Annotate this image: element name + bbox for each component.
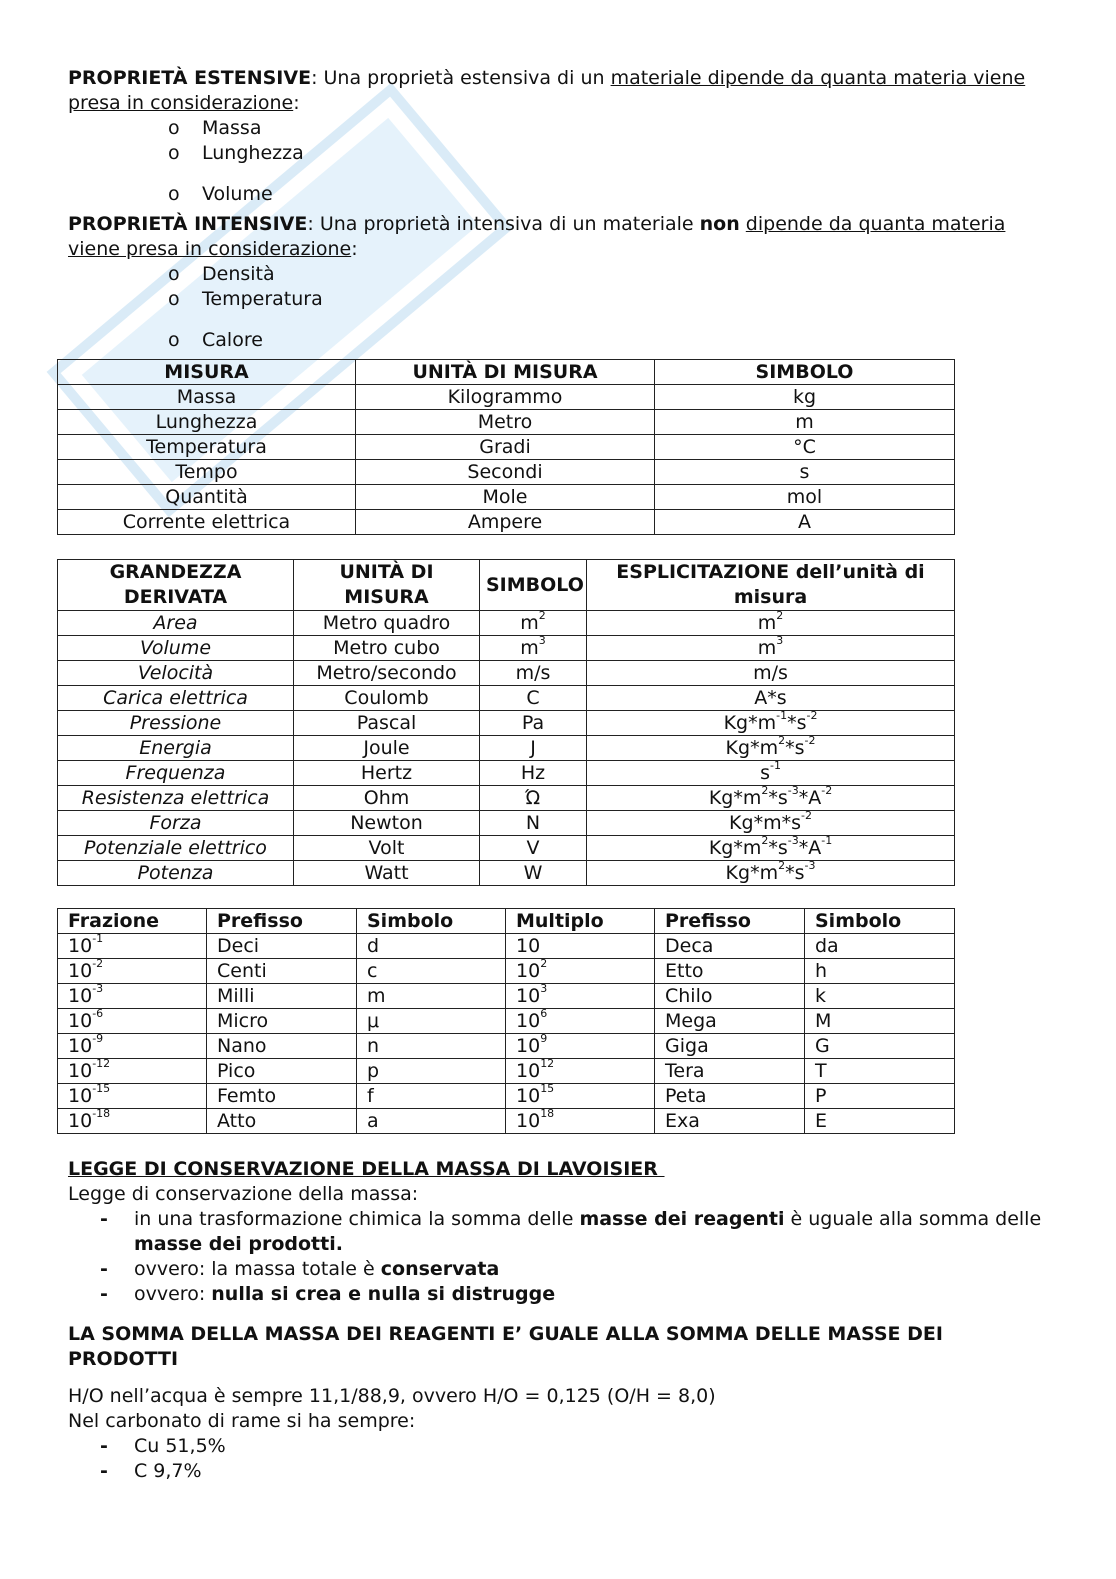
table-row [58, 435, 955, 460]
table-cell: $m^3$ [480, 636, 587, 661]
table-cell: Joule [294, 736, 480, 761]
table-cell: $Kg*m^2*s^{-3}*A^{-1}$ [587, 836, 955, 861]
bullet-o-icon: o [168, 117, 180, 139]
table-row [58, 1059, 955, 1084]
table-cell: $10^{-9}$ [58, 1034, 207, 1059]
table-row [58, 661, 955, 686]
table-row [58, 1009, 955, 1034]
table-cell: $s^{-1}$ [587, 761, 955, 786]
table-cell: Mega [655, 1009, 805, 1034]
table-cell: Potenziale elettrico [58, 836, 294, 861]
table-cell: Quantità [58, 485, 356, 510]
table-cell: Coulomb [294, 686, 480, 711]
table-cell: $m^2$ [587, 611, 955, 636]
table-cell: $Kg*m^2*s^{-2}$ [587, 736, 955, 761]
table-cell: $10^2$ [506, 959, 655, 984]
lavoisier-list [68, 1207, 1058, 1307]
bullet-o-icon: o [168, 329, 180, 351]
table-row [58, 611, 955, 636]
table-cell: P [805, 1084, 955, 1109]
table-cell: Gradi [356, 435, 655, 460]
table-cell: 10 [506, 934, 655, 959]
table-cell: $10^{-15}$ [58, 1084, 207, 1109]
table-cell: n [357, 1034, 506, 1059]
table-cell: Ampere [356, 510, 655, 535]
table-cell: c [357, 959, 506, 984]
table-cell: Pico [207, 1059, 357, 1084]
table-row [58, 1084, 955, 1109]
table-cell: $10^{18}$ [506, 1109, 655, 1134]
intensive-non: non [699, 213, 740, 235]
table-cell: Tera [655, 1059, 805, 1084]
table-cell: m/s [480, 661, 587, 686]
list-item: o Temperatura [168, 288, 323, 310]
table-cell: J [480, 736, 587, 761]
table-cell: Deci [207, 934, 357, 959]
table-row [58, 811, 955, 836]
table-cell: Femto [207, 1084, 357, 1109]
table-row [58, 736, 955, 761]
table-row [58, 786, 955, 811]
table-cell: Metro quadro [294, 611, 480, 636]
table-cell: Peta [655, 1084, 805, 1109]
table-cell: °C [655, 435, 955, 460]
table-cell: Secondi [356, 460, 655, 485]
intensive-section [68, 212, 1058, 353]
table-cell: Volt [294, 836, 480, 861]
somma-line1: H/O nell’acqua è sempre 11,1/88,9, ovvero H/O = 0,125 (O/H = 8,0) [68, 1385, 716, 1407]
somma-line2: Nel carbonato di rame si ha sempre: [68, 1410, 416, 1432]
table-row [58, 934, 955, 959]
table-row [58, 410, 955, 435]
table-row [58, 761, 955, 786]
table-cell: Potenza [58, 861, 294, 886]
table-cell: G [805, 1034, 955, 1059]
table-cell: Centi [207, 959, 357, 984]
table-cell: $10^{-2}$ [58, 959, 207, 984]
table-row [58, 510, 955, 535]
dash-icon: - [100, 1208, 108, 1230]
table-cell: d [357, 934, 506, 959]
table-cell: Corrente elettrica [58, 510, 356, 535]
list-item: o Calore [168, 329, 263, 351]
prefix-table-body [58, 934, 955, 1134]
somma-list [68, 1434, 1028, 1484]
table-cell: Ohm [294, 786, 480, 811]
table-row [58, 1109, 955, 1134]
table-row [58, 686, 955, 711]
table-cell: kg [655, 385, 955, 410]
estensive-definition: materiale dipende da quanta materia viene presa in considerazione [68, 67, 1026, 114]
table-header-row: MISURA UNITÀ DI MISURA SIMBOLO [58, 360, 955, 385]
estensive-text: : Una proprietà estensiva di un [311, 67, 611, 89]
table-row [58, 984, 955, 1009]
table-cell: Pascal [294, 711, 480, 736]
table-cell: A [655, 510, 955, 535]
estensive-list [68, 116, 1058, 207]
table-cell: Tempo [58, 460, 356, 485]
table-cell: $10^{15}$ [506, 1084, 655, 1109]
table-cell: Temperatura [58, 435, 356, 460]
list-item: o Volume [168, 183, 273, 205]
bullet-o-icon: o [168, 183, 180, 205]
table-cell: Chilo [655, 984, 805, 1009]
intensive-definition: dipende da quanta materia viene presa in considerazione [68, 213, 1006, 260]
table-cell: Milli [207, 984, 357, 1009]
table-cell: $Kg*m^{-1}*s^{-2}$ [587, 711, 955, 736]
table-cell: m/s [587, 661, 955, 686]
units-table [57, 359, 955, 535]
table-cell: Newton [294, 811, 480, 836]
table-cell: C [480, 686, 587, 711]
lavoisier-section [68, 1157, 1058, 1307]
estensive-end: : [293, 92, 300, 114]
table-row [58, 836, 955, 861]
list-item: - C 9,7% [100, 1460, 202, 1482]
intensive-paragraph: PROPRIETÀ INTENSIVE: Una proprietà intensiva di un materiale non dipende da quanta materia viene presa in considerazione: [68, 213, 1006, 260]
list-item: o Lunghezza [168, 142, 304, 164]
table-cell: E [805, 1109, 955, 1134]
table-cell: Metro [356, 410, 655, 435]
table-cell: Pressione [58, 711, 294, 736]
list-item: o Massa [168, 117, 262, 139]
somma-heading: LA SOMMA DELLA MASSA DEI REAGENTI E’ GUALE ALLA SOMMA DELLE MASSE DEI PRODOTTI [68, 1323, 943, 1370]
table-cell: Metro cubo [294, 636, 480, 661]
estensive-paragraph [68, 66, 1058, 116]
table-cell: Resistenza elettrica [58, 786, 294, 811]
table-cell: Velocità [58, 661, 294, 686]
dash-icon: - [100, 1460, 108, 1482]
table-cell: μ [357, 1009, 506, 1034]
table-cell: A*s [587, 686, 955, 711]
table-cell: $m^3$ [587, 636, 955, 661]
bullet-o-icon: o [168, 142, 180, 164]
table-row [58, 385, 955, 410]
table-cell: p [357, 1059, 506, 1084]
table-cell: Massa [58, 385, 356, 410]
table-cell: a [357, 1109, 506, 1134]
prefix-table [57, 908, 955, 1134]
list-item: - Cu 51,5% [100, 1435, 226, 1457]
table-cell: Exa [655, 1109, 805, 1134]
table-cell: Nano [207, 1034, 357, 1059]
table-row [58, 460, 955, 485]
table-row [58, 711, 955, 736]
table-header-row: GRANDEZZA DERIVATA UNITÀ DI MISURA SIMBOLO ESPLICITAZIONE dell’unità di misura [58, 560, 955, 611]
intensive-list [68, 262, 1058, 353]
table-row [58, 636, 955, 661]
list-item: - in una trasformazione chimica la somma delle masse dei reagenti è uguale alla somma delle masse dei prodotti. [100, 1208, 1042, 1255]
table-cell: Metro/secondo [294, 661, 480, 686]
table-cell: $10^9$ [506, 1034, 655, 1059]
estensive-section [68, 66, 1058, 207]
list-item: - ovvero: la massa totale è conservata [100, 1258, 500, 1280]
units-table-body [58, 385, 955, 535]
list-item: o Densità [168, 263, 275, 285]
table-cell: m [357, 984, 506, 1009]
table-cell: da [805, 934, 955, 959]
table-cell: M [805, 1009, 955, 1034]
derived-table [57, 559, 955, 886]
table-cell: s [655, 460, 955, 485]
table-cell: Kilogrammo [356, 385, 655, 410]
table-cell: Volume [58, 636, 294, 661]
lavoisier-heading: LEGGE DI CONSERVAZIONE DELLA MASSA DI LAVOISIER [68, 1158, 665, 1180]
table-cell: $10^{-18}$ [58, 1109, 207, 1134]
table-cell: mol [655, 485, 955, 510]
table-cell: m [655, 410, 955, 435]
table-cell: Giga [655, 1034, 805, 1059]
table-cell: Forza [58, 811, 294, 836]
table-cell: Atto [207, 1109, 357, 1134]
intensive-heading: PROPRIETÀ INTENSIVE [68, 213, 308, 235]
table-cell: $m^2$ [480, 611, 587, 636]
derived-table-body [58, 611, 955, 886]
table-cell: $10^{-3}$ [58, 984, 207, 1009]
table-cell: $10^{12}$ [506, 1059, 655, 1084]
table-cell: T [805, 1059, 955, 1084]
table-cell: $10^{-12}$ [58, 1059, 207, 1084]
dash-icon: - [100, 1435, 108, 1457]
estensive-heading: PROPRIETÀ ESTENSIVE [68, 67, 312, 89]
bullet-o-icon: o [168, 288, 180, 310]
table-cell: $10^3$ [506, 984, 655, 1009]
somma-section [68, 1322, 1028, 1484]
table-row [58, 959, 955, 984]
dash-icon: - [100, 1283, 108, 1305]
table-cell: $Kg*m^2*s^{-3}$ [587, 861, 955, 886]
table-cell: $Kg*m^2*s^{-3}*A^{-2}$ [587, 786, 955, 811]
table-cell: Ώ [480, 786, 587, 811]
table-cell: Hz [480, 761, 587, 786]
table-row [58, 861, 955, 886]
table-row [58, 1034, 955, 1059]
list-item: - ovvero: nulla si crea e nulla si distrugge [100, 1283, 556, 1305]
table-cell: Energia [58, 736, 294, 761]
table-header-row: Frazione Prefisso Simbolo Multiplo Prefisso Simbolo [58, 909, 955, 934]
table-cell: Lunghezza [58, 410, 356, 435]
table-cell: $Kg*m*s^{-2}$ [587, 811, 955, 836]
table-cell: $10^{-1}$ [58, 934, 207, 959]
table-cell: N [480, 811, 587, 836]
table-cell: W [480, 861, 587, 886]
table-cell: V [480, 836, 587, 861]
table-row [58, 485, 955, 510]
table-cell: Frequenza [58, 761, 294, 786]
lavoisier-intro: Legge di conservazione della massa: [68, 1183, 419, 1205]
table-cell: Deca [655, 934, 805, 959]
table-cell: Micro [207, 1009, 357, 1034]
table-cell: Pa [480, 711, 587, 736]
table-cell: Watt [294, 861, 480, 886]
dash-icon: - [100, 1258, 108, 1280]
table-cell: Mole [356, 485, 655, 510]
table-cell: k [805, 984, 955, 1009]
table-cell: $10^{-6}$ [58, 1009, 207, 1034]
table-cell: Carica elettrica [58, 686, 294, 711]
table-cell: Etto [655, 959, 805, 984]
table-cell: h [805, 959, 955, 984]
table-cell: Hertz [294, 761, 480, 786]
table-cell: $10^6$ [506, 1009, 655, 1034]
table-cell: f [357, 1084, 506, 1109]
table-cell: Area [58, 611, 294, 636]
bullet-o-icon: o [168, 263, 180, 285]
